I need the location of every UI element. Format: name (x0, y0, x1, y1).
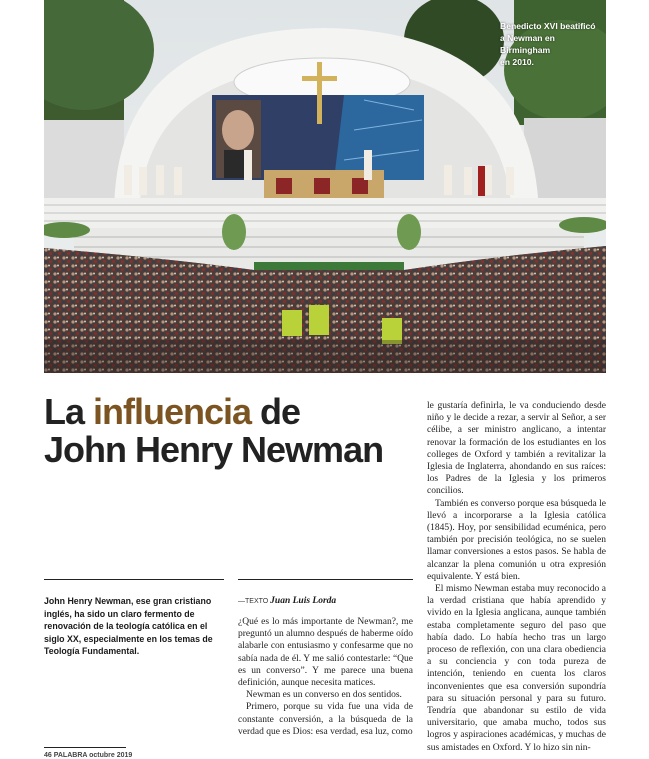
summary-rule (44, 579, 224, 580)
headline-suffix: de (251, 391, 301, 432)
body-paragraph: le gustaría definirla, le va conduciendo desde niño y le decide a rezar, a servir al Señor, a ser célibe, a ser ministro anglicano, a intentar renovar la formación de los estudiantes en los colleges de Oxford y también a revitalizar la Iglesia de Inglaterra, ahondando en sus raíces: los Padres de la Iglesia y los primeros concilios. (427, 401, 606, 497)
article-summary: John Henry Newman, ese gran cristiano inglés, ha sido un claro fermento de renovación de la teología católica en el siglo XX, especialmente en los temas de Teología Fundamental. (44, 596, 213, 656)
footer-rule (44, 747, 126, 748)
byline-label: —TEXTO (238, 598, 269, 605)
headline-line2: John Henry Newman (44, 429, 384, 470)
body-paragraph: Primero, porque su vida fue una vida de constante conversión, a la búsqueda de la verdad que es Dios: esa verdad, esa luz, como (238, 702, 413, 737)
headline-prefix: La (44, 391, 94, 432)
body-column-2 (238, 616, 413, 738)
byline (238, 596, 336, 606)
body-paragraph: ¿Qué es lo más importante de Newman?, me preguntó un alumno después de haberme oído alabarle con entusiasmo y confesarme que no sabía nada de él. Y me salió contestarle: “Que es un converso”. Y me parece una buena definición, aunque necesita matices. (238, 617, 413, 689)
body-paragraph: El mismo Newman estaba muy reconocido a la verdad cristiana que había aprendido y vivido en la Iglesia anglicana, aunque también estaba completamente seguro del paso que había dado. Lo había hecho tras un largo proceso de reflexión, con una clara obediencia a su conciencia y con toda pureza de intención, teniendo en cuenta los claros inconvenientes que esa conversión supondría para su situación personal y para su futuro. Tendría que abandonar su estilo de vida universitario, que amaba mucho, todos sus logros y aspiraciones académicas, y muchas de sus amistades en Oxford. Y lo hizo sin nin- (427, 584, 606, 753)
headline-highlight: influencia (93, 391, 252, 432)
photo-caption: Benedicto XVI beatificó a Newman en Birmingham en 2010. (500, 21, 596, 67)
body-paragraph: Newman es un converso en dos sentidos. (246, 690, 402, 701)
headline (44, 393, 383, 469)
body-column-3 (427, 400, 606, 754)
byline-author: Juan Luis Lorda (270, 596, 337, 606)
byline-rule (238, 579, 413, 580)
body-paragraph: También es converso porque esa búsqueda le llevó a incorporarse a la Iglesia católica (1845). Hoy, por sensibilidad ecuménica, pero también por precisión teológica, no se suelen llamar conversiones a estos pasos. Se habla de alcanzar la plena comunión u otra expresión equivalente. Y está bien. (427, 498, 606, 582)
page-footer: 46 PALABRA octubre 2019 (44, 752, 133, 759)
